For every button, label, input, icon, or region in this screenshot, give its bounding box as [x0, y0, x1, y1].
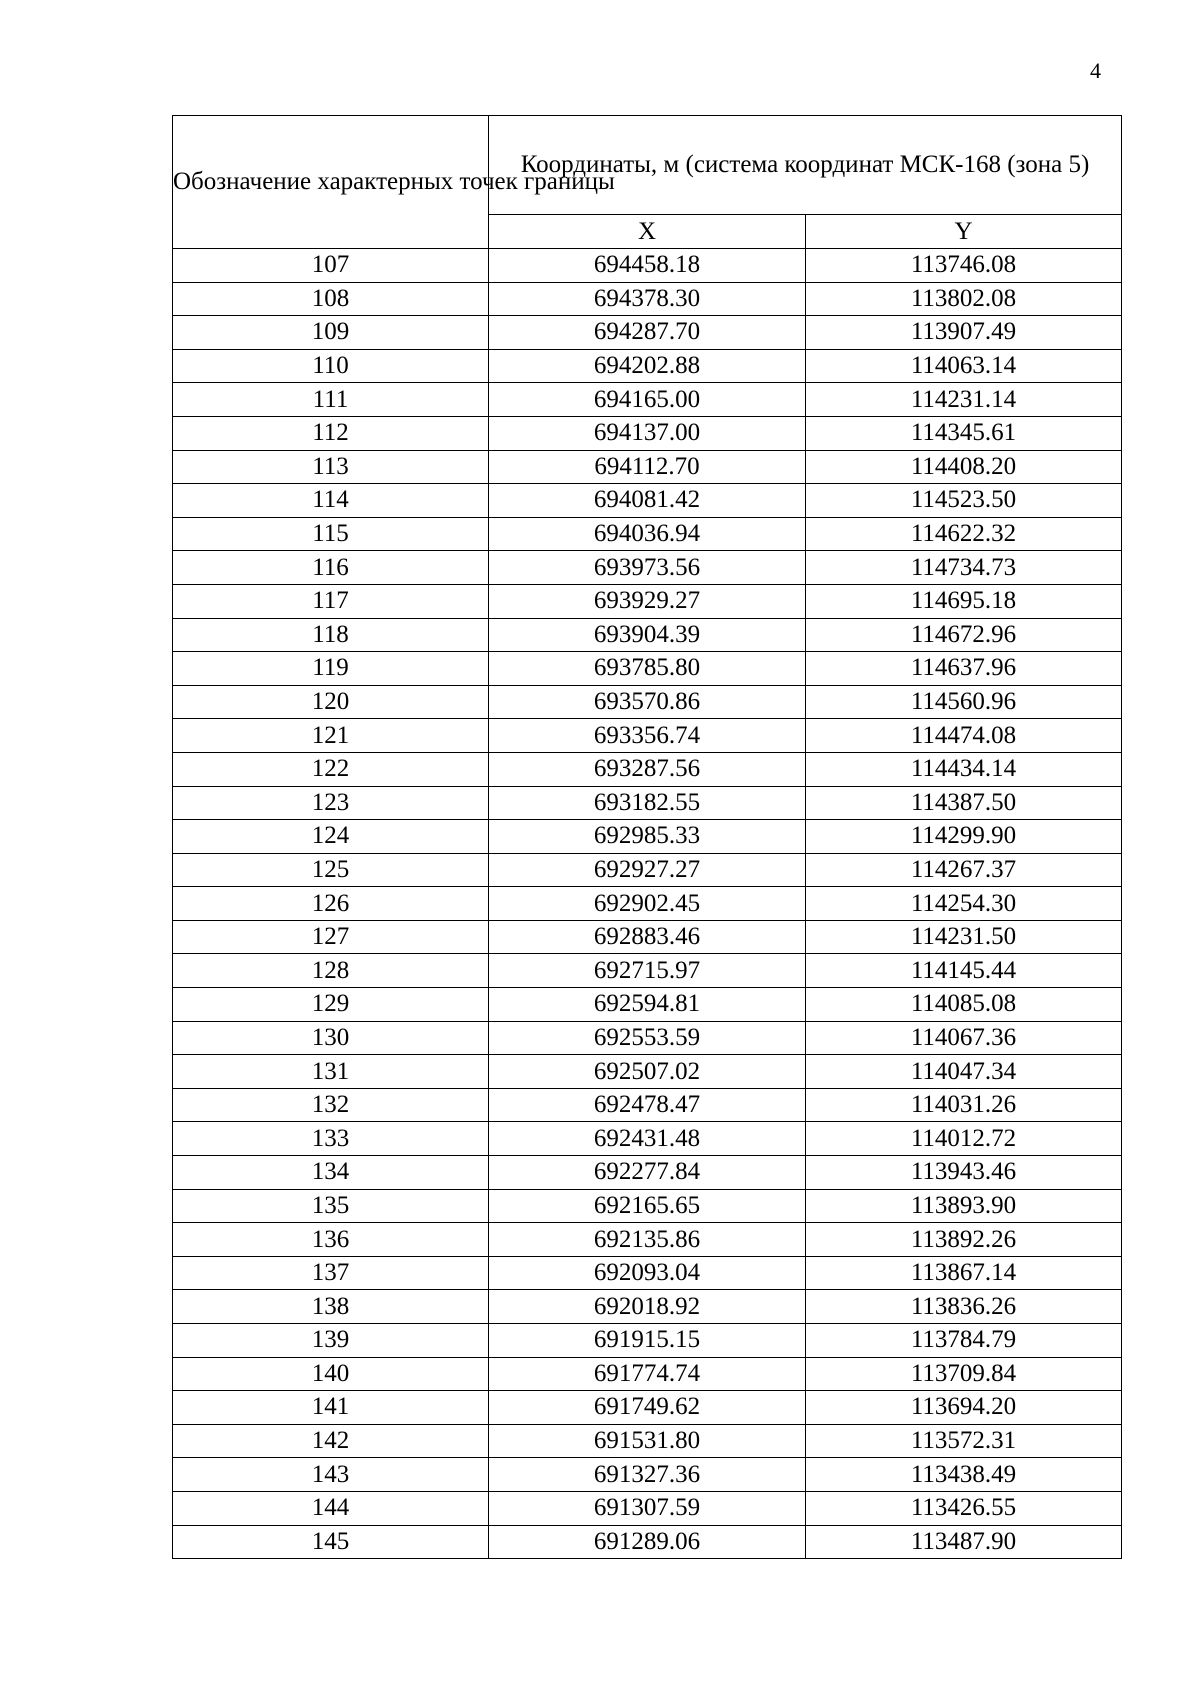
y-cell: 113867.14	[806, 1256, 1122, 1290]
y-cell: 114145.44	[806, 954, 1122, 988]
y-cell: 114231.14	[806, 383, 1122, 417]
point-cell: 117	[173, 584, 489, 618]
point-cell: 113	[173, 450, 489, 484]
point-cell: 108	[173, 282, 489, 316]
table-row	[173, 1055, 1122, 1089]
table-row	[173, 1290, 1122, 1324]
y-cell: 114231.50	[806, 920, 1122, 954]
point-cell: 124	[173, 820, 489, 854]
y-cell: 114637.96	[806, 652, 1122, 686]
x-cell: 694137.00	[489, 416, 806, 450]
point-cell: 114	[173, 484, 489, 518]
y-cell: 114695.18	[806, 584, 1122, 618]
point-cell: 107	[173, 249, 489, 283]
table-row	[173, 349, 1122, 383]
x-cell: 693356.74	[489, 719, 806, 753]
x-cell: 692902.45	[489, 887, 806, 921]
point-cell: 142	[173, 1424, 489, 1458]
y-cell: 114031.26	[806, 1088, 1122, 1122]
table-row	[173, 820, 1122, 854]
table-row	[173, 1525, 1122, 1559]
table-body	[173, 249, 1122, 1559]
x-cell: 691915.15	[489, 1324, 806, 1358]
point-cell: 127	[173, 920, 489, 954]
x-cell: 694036.94	[489, 517, 806, 551]
x-cell: 691289.06	[489, 1525, 806, 1559]
y-cell: 114474.08	[806, 719, 1122, 753]
table-row	[173, 1189, 1122, 1223]
x-cell: 692985.33	[489, 820, 806, 854]
table-row	[173, 920, 1122, 954]
point-cell: 134	[173, 1156, 489, 1190]
x-cell: 694112.70	[489, 450, 806, 484]
table-row	[173, 517, 1122, 551]
table-row	[173, 1357, 1122, 1391]
point-cell: 140	[173, 1357, 489, 1391]
point-cell: 130	[173, 1021, 489, 1055]
table-row	[173, 1458, 1122, 1492]
table-row	[173, 551, 1122, 585]
point-cell: 128	[173, 954, 489, 988]
point-cell: 115	[173, 517, 489, 551]
point-cell: 112	[173, 416, 489, 450]
y-cell: 113836.26	[806, 1290, 1122, 1324]
table-row	[173, 416, 1122, 450]
x-cell: 692927.27	[489, 853, 806, 887]
table-header	[173, 116, 1122, 249]
y-cell: 114560.96	[806, 685, 1122, 719]
table-row	[173, 652, 1122, 686]
x-cell: 693570.86	[489, 685, 806, 719]
y-cell: 114408.20	[806, 450, 1122, 484]
table-row	[173, 1122, 1122, 1156]
table-row	[173, 1088, 1122, 1122]
point-cell: 135	[173, 1189, 489, 1223]
point-cell: 138	[173, 1290, 489, 1324]
table-row	[173, 484, 1122, 518]
y-cell: 113892.26	[806, 1223, 1122, 1257]
y-cell: 114299.90	[806, 820, 1122, 854]
table-row	[173, 719, 1122, 753]
y-cell: 114085.08	[806, 988, 1122, 1022]
x-cell: 692277.84	[489, 1156, 806, 1190]
x-cell: 692507.02	[489, 1055, 806, 1089]
x-cell: 691749.62	[489, 1391, 806, 1425]
x-cell: 692715.97	[489, 954, 806, 988]
x-cell: 692135.86	[489, 1223, 806, 1257]
point-cell: 144	[173, 1491, 489, 1525]
y-cell: 113426.55	[806, 1491, 1122, 1525]
x-cell: 694287.70	[489, 316, 806, 350]
y-cell: 114434.14	[806, 752, 1122, 786]
table-row	[173, 1424, 1122, 1458]
table-row	[173, 853, 1122, 887]
x-cell: 692553.59	[489, 1021, 806, 1055]
point-cell: 145	[173, 1525, 489, 1559]
y-cell: 114063.14	[806, 349, 1122, 383]
y-cell: 114012.72	[806, 1122, 1122, 1156]
table-row	[173, 450, 1122, 484]
table-row	[173, 282, 1122, 316]
point-cell: 109	[173, 316, 489, 350]
point-cell: 123	[173, 786, 489, 820]
designation-header: Обозначение характерных точек границы	[173, 116, 489, 249]
x-cell: 694202.88	[489, 349, 806, 383]
y-cell: 114067.36	[806, 1021, 1122, 1055]
table-row	[173, 1391, 1122, 1425]
x-cell: 692165.65	[489, 1189, 806, 1223]
x-cell: 691774.74	[489, 1357, 806, 1391]
table-row	[173, 954, 1122, 988]
point-cell: 143	[173, 1458, 489, 1492]
point-cell: 125	[173, 853, 489, 887]
x-cell: 693785.80	[489, 652, 806, 686]
x-cell: 692018.92	[489, 1290, 806, 1324]
table-row	[173, 1156, 1122, 1190]
y-cell: 114622.32	[806, 517, 1122, 551]
x-cell: 693929.27	[489, 584, 806, 618]
x-cell: 693973.56	[489, 551, 806, 585]
y-cell: 114387.50	[806, 786, 1122, 820]
y-cell: 113438.49	[806, 1458, 1122, 1492]
page-number: 4	[1090, 58, 1101, 83]
x-cell: 691531.80	[489, 1424, 806, 1458]
table-row	[173, 1491, 1122, 1525]
y-cell: 114523.50	[806, 484, 1122, 518]
table-row	[173, 316, 1122, 350]
point-cell: 133	[173, 1122, 489, 1156]
x-cell: 692594.81	[489, 988, 806, 1022]
point-cell: 141	[173, 1391, 489, 1425]
x-cell: 694378.30	[489, 282, 806, 316]
y-cell: 114254.30	[806, 887, 1122, 921]
x-cell: 694458.18	[489, 249, 806, 283]
point-cell: 131	[173, 1055, 489, 1089]
y-cell: 114734.73	[806, 551, 1122, 585]
x-cell: 694165.00	[489, 383, 806, 417]
x-cell: 692431.48	[489, 1122, 806, 1156]
table-row	[173, 383, 1122, 417]
point-cell: 119	[173, 652, 489, 686]
x-cell: 691327.36	[489, 1458, 806, 1492]
x-cell: 691307.59	[489, 1491, 806, 1525]
x-cell: 692883.46	[489, 920, 806, 954]
table-row	[173, 1256, 1122, 1290]
y-cell: 114345.61	[806, 416, 1122, 450]
point-cell: 139	[173, 1324, 489, 1358]
x-cell: 692478.47	[489, 1088, 806, 1122]
y-cell: 113893.90	[806, 1189, 1122, 1223]
y-cell: 113709.84	[806, 1357, 1122, 1391]
y-cell: 113572.31	[806, 1424, 1122, 1458]
table-row	[173, 1223, 1122, 1257]
point-cell: 111	[173, 383, 489, 417]
table-row	[173, 1021, 1122, 1055]
table-row	[173, 887, 1122, 921]
y-cell: 114672.96	[806, 618, 1122, 652]
table-row	[173, 685, 1122, 719]
y-cell: 113943.46	[806, 1156, 1122, 1190]
table-row	[173, 752, 1122, 786]
coordinates-header: Координаты, м (система координат МСК-168 (зона 5)	[489, 116, 1122, 215]
y-cell: 114047.34	[806, 1055, 1122, 1089]
x-cell: 693904.39	[489, 618, 806, 652]
table-row	[173, 584, 1122, 618]
point-cell: 121	[173, 719, 489, 753]
point-cell: 120	[173, 685, 489, 719]
table-row	[173, 249, 1122, 283]
y-header: Y	[806, 215, 1122, 249]
y-cell: 113746.08	[806, 249, 1122, 283]
y-cell: 113784.79	[806, 1324, 1122, 1358]
coordinates-table	[172, 115, 1122, 1559]
table-row	[173, 618, 1122, 652]
point-cell: 116	[173, 551, 489, 585]
point-cell: 122	[173, 752, 489, 786]
y-cell: 113487.90	[806, 1525, 1122, 1559]
y-cell: 113802.08	[806, 282, 1122, 316]
point-cell: 126	[173, 887, 489, 921]
y-cell: 114267.37	[806, 853, 1122, 887]
y-cell: 113907.49	[806, 316, 1122, 350]
table-row	[173, 786, 1122, 820]
point-cell: 129	[173, 988, 489, 1022]
point-cell: 137	[173, 1256, 489, 1290]
y-cell: 113694.20	[806, 1391, 1122, 1425]
point-cell: 118	[173, 618, 489, 652]
table-row	[173, 988, 1122, 1022]
point-cell: 110	[173, 349, 489, 383]
x-cell: 693287.56	[489, 752, 806, 786]
header-row	[173, 116, 1122, 215]
point-cell: 132	[173, 1088, 489, 1122]
x-cell: 692093.04	[489, 1256, 806, 1290]
x-cell: 693182.55	[489, 786, 806, 820]
x-cell: 694081.42	[489, 484, 806, 518]
point-cell: 136	[173, 1223, 489, 1257]
x-header: X	[489, 215, 806, 249]
table-row	[173, 1324, 1122, 1358]
